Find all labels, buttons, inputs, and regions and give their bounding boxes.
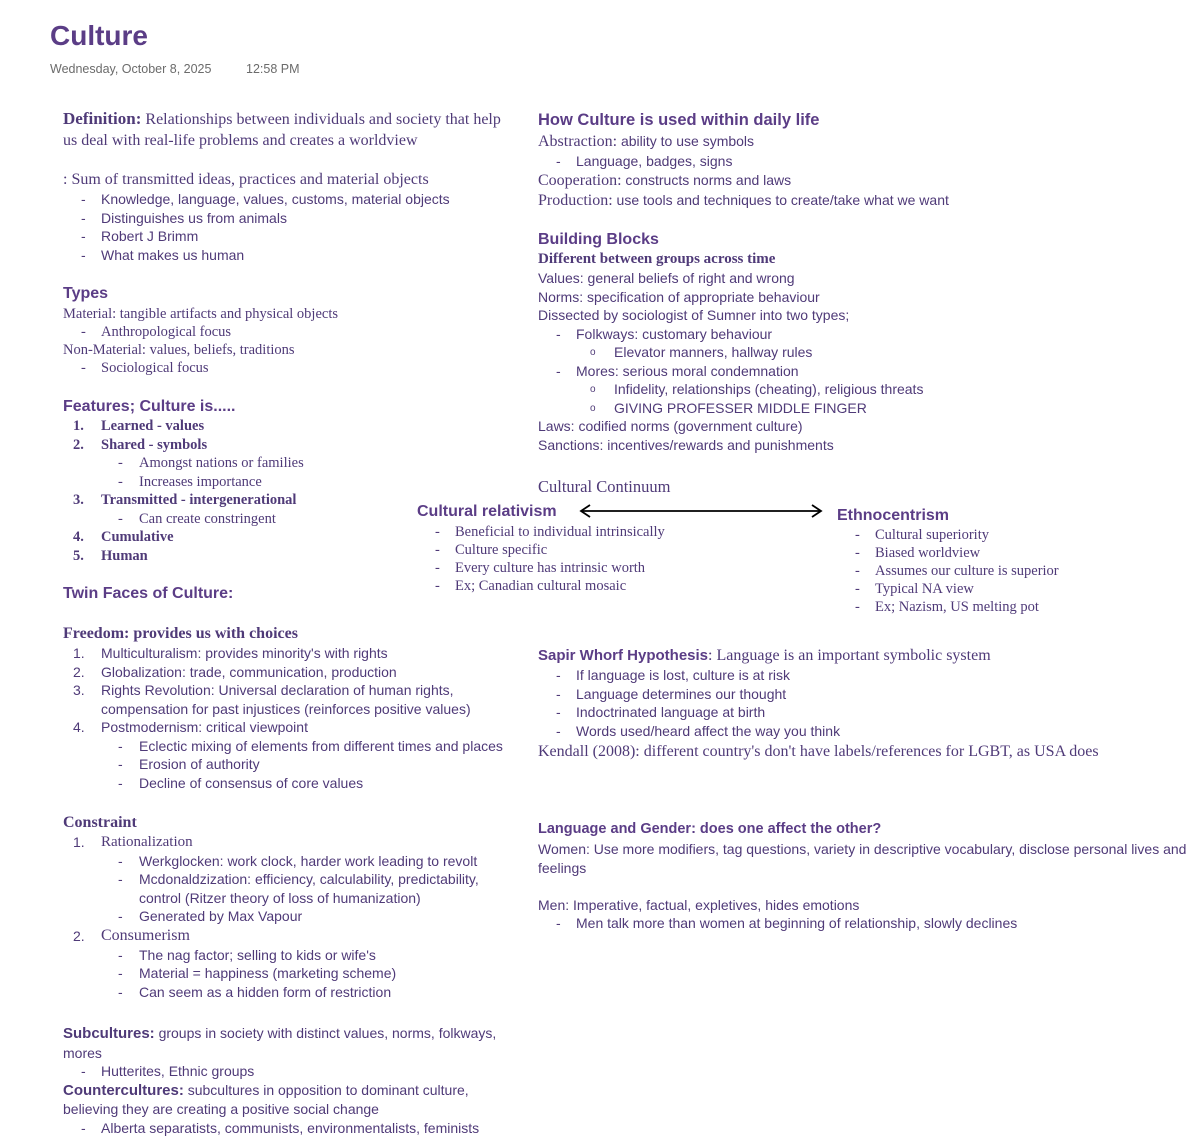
list-item [538, 325, 923, 344]
list-item-text: Shared - symbols [101, 436, 208, 453]
list-item [538, 666, 840, 685]
subcultures-block [63, 1024, 513, 1137]
list-item [63, 246, 450, 265]
daily-cooperation [538, 171, 949, 191]
types-material: Material: tangible artifacts and physical objects [63, 306, 338, 322]
subcultures-definition [63, 1024, 513, 1062]
dash-bullet: - [435, 560, 440, 576]
list-item-text: Globalization: trade, communication, production [101, 663, 397, 680]
list-item-text: Cumulative [101, 529, 174, 545]
freedom-list [63, 644, 503, 792]
list-number: 3. [73, 682, 85, 698]
list-item [538, 914, 1017, 933]
definition-bullets [63, 190, 450, 264]
dash-bullet: - [435, 524, 440, 540]
list-item [538, 362, 923, 381]
list-item [63, 1119, 513, 1138]
list-item-text: Can create constringent [139, 510, 276, 527]
list-item [63, 681, 503, 718]
list-item-text: Every culture has intrinsic worth [455, 560, 646, 576]
list-item-text: Postmodernism: critical viewpoint [101, 719, 308, 735]
dash-bullet: - [855, 527, 860, 543]
list-item-text: Distinguishes us from animals [101, 209, 287, 226]
list-item-text: Increases importance [139, 473, 262, 490]
dash-bullet: - [118, 774, 123, 791]
countercultures-label: Countercultures: [63, 1081, 184, 1099]
dash-bullet: - [118, 756, 123, 772]
dash-bullet: - [81, 246, 86, 263]
relativism-list [417, 523, 665, 595]
types-title: Types [63, 285, 109, 302]
list-item-text: If language is lost, culture is at risk [576, 667, 790, 683]
dash-bullet: - [435, 578, 440, 594]
dash-bullet: - [855, 545, 860, 561]
blocks-norms: Norms: specification of appropriate behaviour [538, 288, 820, 305]
dash-bullet: - [556, 685, 561, 702]
cooperation-text: constructs norms and laws [621, 172, 792, 188]
types-nonmaterial: Non-Material: values, beliefs, traditions [63, 342, 295, 358]
list-item [63, 907, 503, 926]
list-item [538, 722, 840, 741]
abstraction-label: Abstraction: [538, 133, 618, 150]
list-item-text: Words used/heard affect the way you think [576, 722, 841, 739]
dash-bullet: - [556, 325, 561, 342]
dash-bullet: - [118, 965, 123, 981]
dash-bullet: - [81, 191, 86, 207]
list-item [63, 983, 503, 1002]
cultural-relativism-heading: Cultural relativism [417, 503, 557, 520]
list-item [63, 473, 304, 492]
list-item [63, 663, 503, 682]
list-item-text: Indoctrinated language at birth [576, 704, 766, 720]
list-item-text: Eclectic mixing of elements from different times and places [139, 737, 503, 754]
list-number: 2. [73, 927, 85, 944]
list-item [63, 774, 503, 793]
dash-bullet: - [118, 455, 123, 471]
list-item [837, 544, 1059, 562]
dash-bullet: - [855, 563, 860, 579]
dash-bullet: - [435, 542, 440, 558]
twin-title: Twin Faces of Culture: [63, 585, 234, 602]
definition-text: Relationships between individuals and society that help us deal with real-life problems and creates a worldview [63, 111, 501, 149]
dash-bullet: - [556, 362, 561, 379]
list-item [538, 703, 840, 722]
list-number: 1. [73, 418, 84, 434]
dash-bullet: - [556, 667, 561, 683]
list-item-text: Language, badges, signs [576, 152, 733, 169]
list-item-text: Typical NA view [875, 581, 974, 597]
list-item [63, 436, 304, 455]
list-item-text: Language determines our thought [576, 685, 787, 702]
list-item [63, 644, 503, 663]
list-number: 4. [73, 719, 85, 735]
list-item [63, 964, 503, 983]
list-item-text: Elevator manners, hallway rules [614, 344, 813, 360]
sapir-label: Sapir Whorf Hypothesis [538, 647, 709, 664]
list-item-text: Multiculturalism: provides minority's with rights [101, 645, 388, 661]
dash-bullet: - [81, 209, 86, 226]
list-item-text: Material = happiness (marketing scheme) [139, 965, 397, 981]
types-list [63, 305, 338, 377]
list-item-text: Infidelity, relationships (cheating), religious threats [614, 381, 924, 397]
list-item [63, 852, 503, 871]
list-item-text: Hutterites, Ethnic groups [101, 1063, 255, 1079]
list-item [63, 454, 304, 473]
definition-label: Definition: [63, 109, 142, 128]
list-item-text: Generated by Max Vapour [139, 908, 303, 924]
dash-bullet: - [81, 228, 86, 244]
list-item [63, 491, 304, 510]
list-item [63, 359, 338, 377]
blocks-values: Values: general beliefs of right and wrong [538, 270, 795, 286]
dash-bullet: - [556, 704, 561, 720]
list-item [417, 577, 665, 595]
dash-bullet: - [556, 722, 561, 739]
circle-bullet: o [590, 347, 596, 358]
features-list [63, 417, 304, 565]
list-item [63, 946, 503, 965]
gender-men: Men: Imperative, factual, expletives, hides emotions [538, 897, 860, 913]
list-item [837, 580, 1059, 598]
dash-bullet: - [855, 581, 860, 597]
list-item [837, 562, 1059, 580]
dash-bullet: - [118, 871, 123, 887]
list-item-text: Erosion of authority [139, 756, 260, 772]
dash-bullet: - [118, 473, 123, 490]
list-item-text: Rights Revolution: Universal declaration of human rights, compensation for past injustices (reinforces positive values) [101, 682, 471, 717]
list-item-text: Beneficial to individual intrinsically [455, 524, 665, 540]
dash-bullet: - [118, 908, 123, 924]
ethnocentrism-list [837, 526, 1059, 616]
circle-bullet: o [590, 402, 596, 414]
dash-bullet: - [81, 324, 86, 340]
list-item-text: Consumerism [101, 926, 190, 944]
list-item-text: GIVING PROFESSER MIDDLE FINGER [614, 399, 867, 416]
list-item [538, 380, 923, 399]
blocks-dissected: Dissected by sociologist of Sumner into two types; [538, 307, 850, 323]
list-item [63, 323, 338, 341]
page-title: Culture [50, 20, 148, 51]
list-item-text: Robert J Brimm [101, 228, 199, 244]
list-item [63, 718, 503, 737]
list-item-text: Decline of consensus of core values [139, 774, 364, 791]
list-item [63, 209, 450, 228]
daily-list [538, 132, 949, 210]
blocks-title: Building Blocks [538, 231, 659, 248]
list-item-text: Ex; Nazism, US melting pot [875, 599, 1039, 615]
list-item-text: Folkways: customary behaviour [576, 325, 773, 342]
list-item [63, 190, 450, 209]
list-item [63, 870, 503, 907]
list-item-text: Biased worldview [875, 545, 981, 561]
daily-title: How Culture is used within daily life [538, 111, 820, 129]
dash-bullet: - [118, 946, 123, 963]
list-item [538, 399, 923, 418]
abstraction-text: ability to use symbols [617, 133, 755, 149]
list-item-text: What makes us human [101, 246, 245, 263]
production-label: Production: [538, 191, 613, 209]
list-item-text: Ex; Canadian cultural mosaic [455, 578, 627, 594]
kendall-note: Kendall (2008): different country's don't have labels/references for LGBT, as USA does [538, 743, 1099, 760]
dash-bullet: - [118, 737, 123, 754]
dash-bullet: - [81, 360, 86, 376]
dash-bullet: - [81, 1119, 86, 1136]
blocks-laws: Laws: codified norms (government culture) [538, 418, 803, 434]
countercultures-text: subcultures in opposition to dominant culture, believing they are creating a positive social change [63, 1081, 469, 1117]
list-item [63, 227, 450, 246]
definition-line2: : Sum of transmitted ideas, practices and material objects [63, 171, 429, 188]
page-date: Wednesday, October 8, 2025 [50, 62, 212, 76]
list-item [63, 926, 503, 946]
list-item-text: Men talk more than women at beginning of relationship, slowly declines [576, 915, 1018, 931]
circle-bullet: o [590, 384, 596, 395]
list-item-text: Culture specific [455, 542, 548, 558]
dash-bullet: - [556, 915, 561, 931]
blocks-subtitle: Different between groups across time [538, 251, 776, 267]
list-item [63, 528, 304, 547]
dash-bullet: - [118, 510, 123, 527]
list-item-text: Learned - values [101, 418, 205, 434]
list-item-text: Transmitted - intergenerational [101, 492, 297, 508]
list-item [63, 547, 304, 566]
list-item [63, 833, 503, 852]
list-item-text: Can seem as a hidden form of restriction [139, 983, 392, 1000]
list-item [417, 541, 665, 559]
countercultures-definition [63, 1081, 513, 1119]
cooperation-label: Cooperation: [538, 172, 622, 189]
list-number: 2. [73, 663, 85, 680]
list-number: 5. [73, 547, 84, 564]
list-item-text: Human [101, 547, 148, 564]
list-item-text: Mores: serious moral condemnation [576, 362, 799, 379]
subcultures-label: Subcultures: [63, 1025, 155, 1042]
list-item-text: Assumes our culture is superior [875, 563, 1059, 579]
list-number: 1. [73, 834, 85, 850]
continuum-title: Cultural Continuum [538, 477, 671, 496]
dash-bullet: - [118, 852, 123, 869]
list-item-text: Werkglocken: work clock, harder work leading to revolt [139, 852, 478, 869]
list-number: 1. [73, 645, 85, 661]
blocks-list [538, 269, 923, 454]
gender-title: Language and Gender: does one affect the other? [538, 821, 882, 837]
list-item-text: Anthropological focus [101, 324, 232, 340]
list-item [538, 685, 840, 704]
list-item-text: Cultural superiority [875, 527, 989, 543]
list-item [538, 152, 949, 172]
list-item-text: Sociological focus [101, 360, 209, 376]
gender-women: Women: Use more modifiers, tag questions, variety in descriptive vocabulary, disclose personal lives and feelings [538, 841, 1187, 876]
sapir-heading [538, 647, 991, 665]
dash-bullet: - [118, 983, 123, 1000]
sapir-list [538, 666, 840, 740]
sapir-text: : Language is an important symbolic system [708, 647, 991, 664]
dash-bullet: - [81, 1063, 86, 1079]
page-time: 12:58 PM [246, 62, 300, 76]
list-item-text: Rationalization [101, 834, 193, 850]
list-item [538, 343, 923, 362]
dash-bullet: - [855, 599, 860, 615]
daily-production [538, 191, 949, 211]
list-number: 2. [73, 436, 84, 453]
production-text: use tools and techniques to create/take what we want [612, 191, 949, 208]
list-item [837, 598, 1059, 616]
ethnocentrism-heading: Ethnocentrism [837, 507, 950, 524]
daily-abstraction [538, 132, 949, 152]
definition-paragraph [63, 108, 503, 151]
dash-bullet: - [556, 152, 561, 169]
list-item [837, 526, 1059, 544]
freedom-title: Freedom: provides us with choices [63, 625, 298, 642]
list-item-text: Knowledge, language, values, customs, material objects [101, 191, 450, 207]
continuum-arrow [578, 503, 824, 519]
gender-men-list [538, 914, 1017, 933]
list-item-text: Alberta separatists, communists, environmentalists, feminists [101, 1119, 480, 1136]
list-number: 3. [73, 492, 84, 508]
list-number: 4. [73, 529, 84, 545]
list-item [63, 417, 304, 436]
list-item [63, 755, 503, 774]
list-item-text: Mcdonaldzization: efficiency, calculability, predictability, control (Ritzer theory of loss of humanization) [139, 871, 479, 906]
list-item [63, 510, 304, 529]
list-item [63, 1062, 513, 1081]
constraint-title: Constraint [63, 814, 137, 831]
blocks-sanctions: Sanctions: incentives/rewards and punishments [538, 436, 834, 453]
constraint-list [63, 833, 503, 1001]
list-item-text: The nag factor; selling to kids or wife's [139, 946, 376, 963]
list-item [417, 559, 665, 577]
list-item-text: Amongst nations or families [139, 455, 304, 471]
features-title: Features; Culture is..... [63, 398, 236, 415]
list-item [417, 523, 665, 541]
list-item [63, 737, 503, 756]
subcultures-text: groups in society with distinct values, norms, folkways, mores [63, 1025, 497, 1061]
